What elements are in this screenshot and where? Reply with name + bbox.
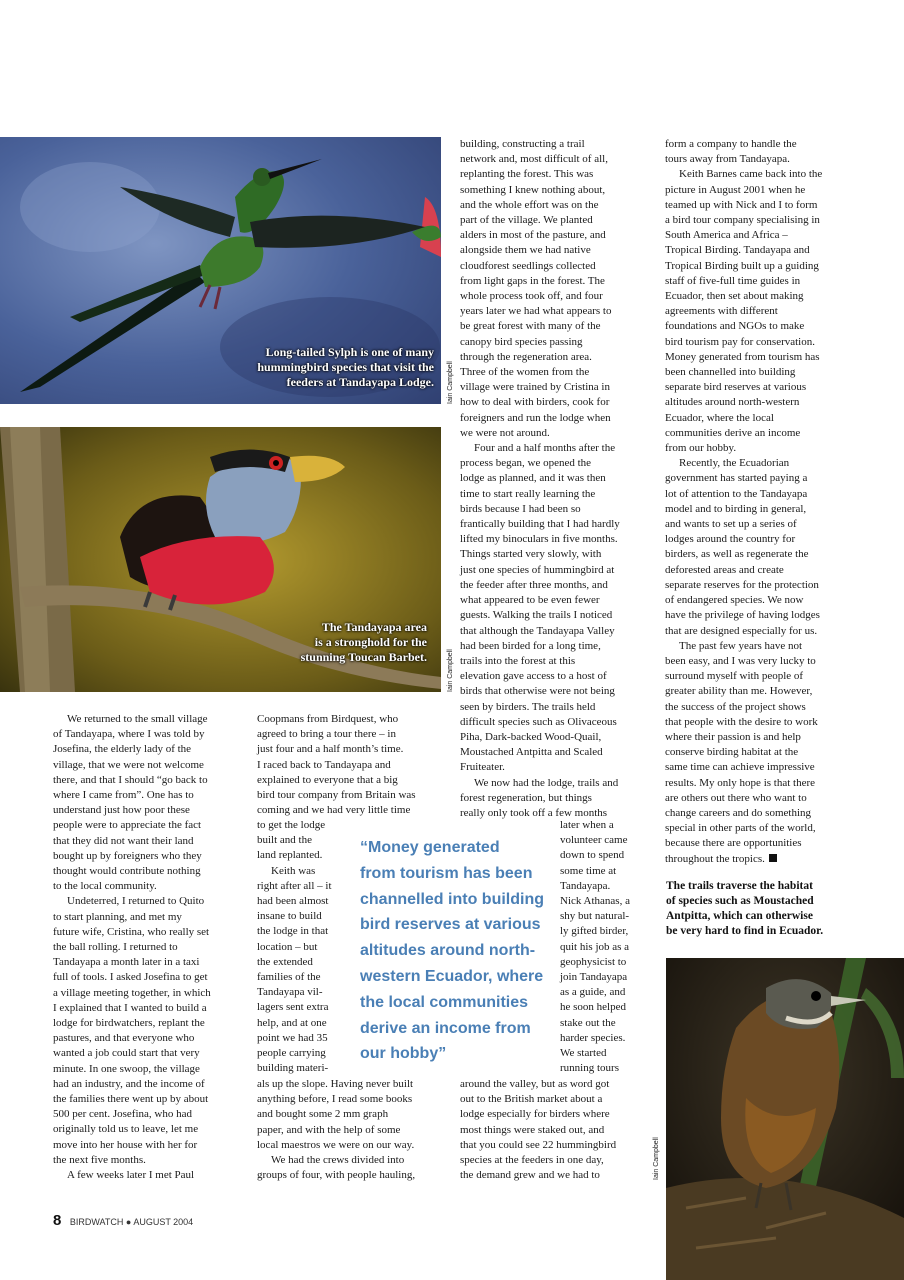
text-line: the families there went up by about — [53, 1093, 209, 1106]
text-line: and bought some 2 mm graph — [257, 1108, 389, 1121]
text-line: to start planning, and met my — [53, 910, 182, 923]
article-column-1 — [53, 712, 239, 1183]
quote-line: “Money generated — [360, 839, 500, 856]
text-line: people were to appreciate the fact — [53, 819, 202, 832]
text-line: lagers sent extra — [257, 1001, 329, 1014]
text-line: Josefina, the elderly lady of the — [53, 743, 192, 756]
text-line: We returned to the small village — [67, 713, 208, 725]
text-line: ly gifted birder, — [560, 925, 629, 938]
text-line: Three of the women from the — [460, 366, 590, 379]
text-line: frantically building that I had hardly — [460, 518, 620, 531]
text-line: cloudforest seedlings collected — [460, 259, 596, 272]
text-line: and the whole effort was on the — [460, 198, 599, 211]
text-line: government has started paying a — [665, 472, 808, 485]
text-line: form a company to handle the — [665, 138, 797, 150]
text-line: that are designed especially for us. — [665, 624, 818, 637]
text-line: pastures, and that everyone who — [53, 1032, 195, 1045]
text-line: the extended — [257, 955, 313, 968]
caption-line: be very hard to find in Ecuador. — [666, 925, 824, 937]
antpitta-illustration — [666, 958, 904, 1280]
text-line: had been birded for a long time, — [460, 639, 601, 652]
text-line: from our hobby. — [665, 442, 737, 455]
text-line: communities derive an income — [665, 426, 801, 439]
text-line: special in other parts of the world, — [665, 822, 816, 835]
text-line: we were not around. — [460, 426, 550, 439]
text-line: coming and we had very little time — [257, 804, 411, 817]
text-line: how to deal with birders, cook for — [460, 396, 610, 409]
text-line: agreements with different — [665, 305, 778, 318]
text-line: around the valley, but as word got — [460, 1078, 610, 1090]
text-line: as a guide, and — [560, 986, 626, 999]
text-line: agreed to bring a tour there – in — [257, 728, 396, 741]
text-line: some time at — [560, 864, 617, 877]
text-line: years later we had what appears to — [460, 305, 612, 318]
text-line: Undeterred, I returned to Quito — [67, 895, 205, 908]
caption-line: stunning Toucan Barbet. — [300, 650, 427, 664]
text-line: just one species of hummingbird at — [460, 563, 615, 576]
text-line: full of tools. I asked Josefina to get — [53, 971, 208, 984]
text-line: volunteer came — [560, 834, 628, 847]
text-line: Tandayapa. — [560, 879, 611, 892]
text-line: surround myself with people of — [665, 670, 804, 683]
text-line: just four and a half month’s time. — [257, 743, 404, 756]
text-line: Moustached Antpitta and Scaled — [460, 746, 603, 759]
text-line: separate reserves for the protection — [665, 578, 819, 591]
text-line: A few weeks later I met Paul — [67, 1169, 195, 1182]
text-line: lot of attention to the Tandayapa — [665, 487, 808, 500]
text-line: the ball rolling. I returned to — [53, 941, 178, 954]
text-line: Tropical Birding. Tandayapa and — [665, 244, 810, 257]
text-line: down to spend — [560, 849, 625, 862]
text-line: lifted my binoculars in five months. — [460, 533, 618, 546]
text-line: of endangered species. We now — [665, 594, 804, 607]
text-line: insane to build — [257, 910, 322, 923]
text-line: had been almost — [257, 895, 329, 908]
text-line: quit his job as a — [560, 940, 630, 953]
text-line: Fruiteater. — [460, 761, 505, 774]
text-line: harder species. — [560, 1031, 626, 1044]
text-line: stake out the — [560, 1016, 616, 1029]
caption-line: hummingbird species that visit the — [257, 360, 434, 374]
text-line: 500 per cent. Josefina, who had — [53, 1108, 192, 1121]
text-line: canopy bird species passing — [460, 335, 583, 348]
text-line: conserve birding habitat at the — [665, 746, 799, 759]
quote-line: channelled into building — [360, 890, 544, 908]
text-line: from light gaps in the forest. The — [460, 274, 605, 287]
text-line: originally told us to leave, let me — [53, 1123, 199, 1136]
quote-line: the local communities — [360, 993, 529, 1011]
text-line: Recently, the Ecuadorian — [679, 457, 790, 470]
text-line — [665, 852, 855, 867]
article-column-3-top — [460, 137, 650, 821]
text-line: have the privilege of having lodges — [665, 609, 820, 622]
text-line: Piha, Dark-backed Wood-Quail, — [460, 730, 602, 743]
text-line: picture in August 2001 when he — [665, 183, 806, 196]
text-line: through the regeneration area. — [460, 350, 592, 363]
text-line: Ecuador, then set about making — [665, 290, 804, 303]
text-line: change careers and do something — [665, 806, 811, 819]
text-line: really only took off a few months — [460, 806, 608, 819]
text-line: there, and that I should “go back to — [53, 773, 208, 786]
text-line: time to start really learning the — [460, 487, 596, 500]
text-line: the success of the project shows — [665, 700, 806, 713]
text-line: running tours — [560, 1062, 619, 1075]
text-line: the feeder after three months, and — [460, 578, 608, 591]
text-line: later when a — [560, 819, 614, 831]
end-mark-icon — [769, 854, 777, 862]
barbet-photo-credit: Iain Campbell — [447, 649, 454, 692]
text-line: groups of four, with people hauling, — [257, 1169, 416, 1182]
quote-line: from tourism has been — [360, 864, 533, 882]
text-line: minute. In one swoop, the village — [53, 1062, 200, 1075]
text-line: Money generated from tourism has — [665, 350, 820, 363]
text-line: whole process took off, and four — [460, 290, 603, 303]
text-line: that people with the desire to work — [665, 715, 818, 728]
text-line: understand just how poor these — [53, 804, 190, 817]
text-line: local maestros we were on our way. — [257, 1138, 415, 1151]
caption-line: is a stronghold for the — [314, 635, 427, 649]
text-line: of Tandayapa, where I was told by — [53, 728, 205, 741]
text-line: explained to everyone that a big — [257, 773, 398, 786]
text-line: that they did not want their land — [53, 834, 194, 847]
text-line: had an industry, and the income of — [53, 1077, 205, 1090]
caption-line: The trails traverse the habitat — [666, 880, 813, 892]
text-line: a village meeting together, in which — [53, 986, 211, 999]
text-line: elevation gave access to a host of — [460, 670, 607, 683]
text-line: building materi- — [257, 1062, 329, 1075]
text-line: greater ability than me. However, — [665, 685, 813, 698]
text-line: Tropical Birding built up a guiding — [665, 259, 819, 272]
article-column-2-top — [257, 712, 445, 818]
text-line: species at the feeders in one day, — [460, 1154, 604, 1167]
text-line: bird tourism pay for conservation. — [665, 335, 815, 348]
text-line: forest regeneration, but things — [460, 791, 592, 804]
text-line: Things started very slowly, with — [460, 548, 602, 561]
text-line: separate bird reserves at various — [665, 381, 807, 394]
text-line: I raced back to Tandayapa and — [257, 758, 391, 771]
text-line: process began, we opened the — [460, 457, 592, 470]
text-line: lodge for birdwatchers, replant the — [53, 1017, 205, 1030]
pull-quote — [360, 835, 560, 1067]
text-line: Keith was — [271, 864, 316, 877]
text-line: paper, and with the help of some — [257, 1123, 401, 1136]
text-line: be great forest with many of the — [460, 320, 601, 333]
text-line: the lodge in that — [257, 925, 329, 938]
text-line: shy but natural- — [560, 910, 630, 923]
text-line: lodge especially for birders where — [460, 1108, 610, 1121]
text-line: results. My only hope is that there — [665, 776, 816, 789]
text-line: where I came from”. One has to — [53, 789, 194, 802]
text-line: bird tour company from Britain was — [257, 789, 416, 802]
caption-line: Long-tailed Sylph is one of many — [265, 345, 434, 359]
text-line: right after all – it — [257, 879, 332, 892]
text-line: guests. Walking the trails I noticed — [460, 609, 613, 622]
text-line: We had the crews divided into — [271, 1154, 405, 1167]
text-line: village were trained by Cristina in — [460, 381, 610, 394]
text-line: lodges around the country for — [665, 533, 796, 546]
text-line: families of the — [257, 971, 321, 984]
text-line: I explained that I wanted to build a — [53, 1001, 207, 1014]
text-line: point we had 35 — [257, 1031, 328, 1044]
text-line: and wants to set up a series of — [665, 518, 797, 531]
text-line: anything before, I read some books — [257, 1093, 413, 1106]
text-line: South America and Africa – — [665, 229, 788, 242]
text-line: Four and a half months after the — [474, 442, 616, 455]
text-line: location – but — [257, 940, 318, 953]
text-line: Tandayapa vil- — [257, 986, 323, 999]
text-line: We started — [560, 1047, 607, 1060]
text-line: that you could see 22 hummingbird — [460, 1138, 617, 1151]
page-footer — [53, 1212, 193, 1229]
text-line: to the local community. — [53, 880, 157, 893]
text-line: Tandayapa a month later in a taxi — [53, 956, 200, 969]
text-line: foreigners and run the lodge when — [460, 411, 611, 424]
quote-line: altitudes around north- — [360, 942, 536, 960]
text-line: network and, most difficult of all, — [460, 153, 608, 166]
text-line: been easy, and I was very lucky to — [665, 654, 816, 667]
text-line: part of the village. We planted — [460, 214, 593, 227]
text-line: als up the slope. Having never built — [257, 1078, 414, 1090]
caption-line: Antpitta, which can otherwise — [666, 910, 813, 922]
text-line: bought up by foreigners who they — [53, 849, 202, 862]
text-line: seen by birders. The trails held — [460, 700, 596, 713]
text-line: out to the British market about a — [460, 1093, 603, 1106]
text-line: join Tandayapa — [560, 971, 628, 984]
quote-line: our hobby” — [360, 1045, 447, 1063]
article-column-2-bottom — [257, 1077, 447, 1183]
text-line: he soon helped — [560, 1001, 626, 1014]
text-line: move into her house with her for — [53, 1138, 198, 1151]
text-line: model and to birding in general, — [665, 502, 807, 515]
text-line: village, that we were not welcome — [53, 758, 204, 771]
text-line: deforested areas and create — [665, 563, 784, 576]
sylph-caption — [204, 345, 434, 390]
article-column-3-narrow — [560, 818, 652, 1076]
quote-line: derive an income from — [360, 1019, 531, 1037]
text-line: building, constructing a trail — [460, 138, 585, 150]
text-line: because there are opportunities — [665, 837, 802, 850]
text-line: something I knew nothing about, — [460, 183, 606, 196]
caption-line: feeders at Tandayapa Lodge. — [286, 375, 434, 389]
text-line: birds because I had been so — [460, 502, 581, 515]
text-line: to get the lodge — [257, 819, 326, 831]
text-line: foundations and NGOs to make — [665, 320, 805, 333]
issue-date: AUGUST 2004 — [133, 1217, 194, 1227]
text-line: wanted a job could start that very — [53, 1047, 200, 1060]
antpitta-caption — [666, 879, 866, 939]
text-line: The past few years have not — [679, 639, 803, 652]
text-line: replanting the forest. This was — [460, 168, 594, 181]
barbet-caption — [227, 620, 427, 665]
text-line: that although the Tandayapa Valley — [460, 624, 615, 637]
text-line-end: throughout the tropics. — [665, 852, 765, 865]
text-line: where their passion is and help — [665, 730, 801, 743]
page-number: 8 — [53, 1212, 62, 1229]
text-line: help, and at one — [257, 1016, 327, 1029]
text-line: geophysicist to — [560, 955, 627, 968]
text-line: birds that otherwise were not being — [460, 685, 615, 698]
text-line: Nick Athanas, a — [560, 895, 630, 908]
text-line: been channelled into building — [665, 366, 796, 379]
text-line: Coopmans from Birdquest, who — [257, 713, 399, 725]
antpitta-photo-credit: Iain Campbell — [653, 1137, 660, 1180]
publication-name: BIRDWATCH — [69, 1217, 124, 1227]
caption-line: of species such as Moustached — [666, 895, 814, 907]
text-line: Keith Barnes came back into the — [679, 168, 823, 181]
article-column-3-bottom — [460, 1077, 650, 1183]
text-line: We now had the lodge, trails and — [474, 776, 619, 789]
text-line: land replanted. — [257, 849, 323, 862]
caption-line: The Tandayapa area — [321, 620, 427, 634]
text-line: staff of five-full time guides in — [665, 274, 801, 287]
text-line: same time can achieve impressive — [665, 761, 815, 774]
text-line: birders, as well as regenerate the — [665, 548, 809, 561]
text-line: tours away from Tandayapa. — [665, 153, 790, 166]
sylph-photo-credit: Iain Campbell — [447, 361, 454, 404]
text-line: alders in most of the pasture, and — [460, 229, 606, 242]
article-column-2-narrow — [257, 818, 349, 1076]
text-line: alongside them we had native — [460, 244, 591, 257]
text-line: the next five months. — [53, 1153, 146, 1166]
text-line: lodge as planned, and it was then — [460, 472, 606, 485]
text-line: Ecuador, where the local — [665, 411, 774, 424]
text-line: a bird tour company specialising in — [665, 214, 820, 227]
text-line: are others out there who want to — [665, 791, 807, 804]
text-line: future wife, Cristina, who really set — [53, 925, 210, 938]
text-line: most things were staked out, and — [460, 1123, 605, 1136]
quote-line: western Ecuador, where — [360, 967, 544, 985]
footer-separator-icon: ● — [125, 1217, 132, 1227]
text-line: teamed up with Nick and I to form — [665, 198, 818, 211]
text-line: thought would contribute nothing — [53, 865, 201, 878]
quote-line: bird reserves at various — [360, 916, 541, 934]
text-line: built and the — [257, 834, 312, 847]
text-line: the demand grew and we had to — [460, 1169, 600, 1182]
antpitta-photo — [666, 958, 904, 1280]
text-line: altitudes around north-western — [665, 396, 800, 409]
text-line: people carrying — [257, 1047, 326, 1060]
text-line: difficult species such as Olivaceous — [460, 715, 617, 728]
article-column-4 — [665, 137, 855, 867]
text-line: trails into the forest at this — [460, 654, 576, 667]
text-line: what appeared to be even fewer — [460, 594, 600, 607]
